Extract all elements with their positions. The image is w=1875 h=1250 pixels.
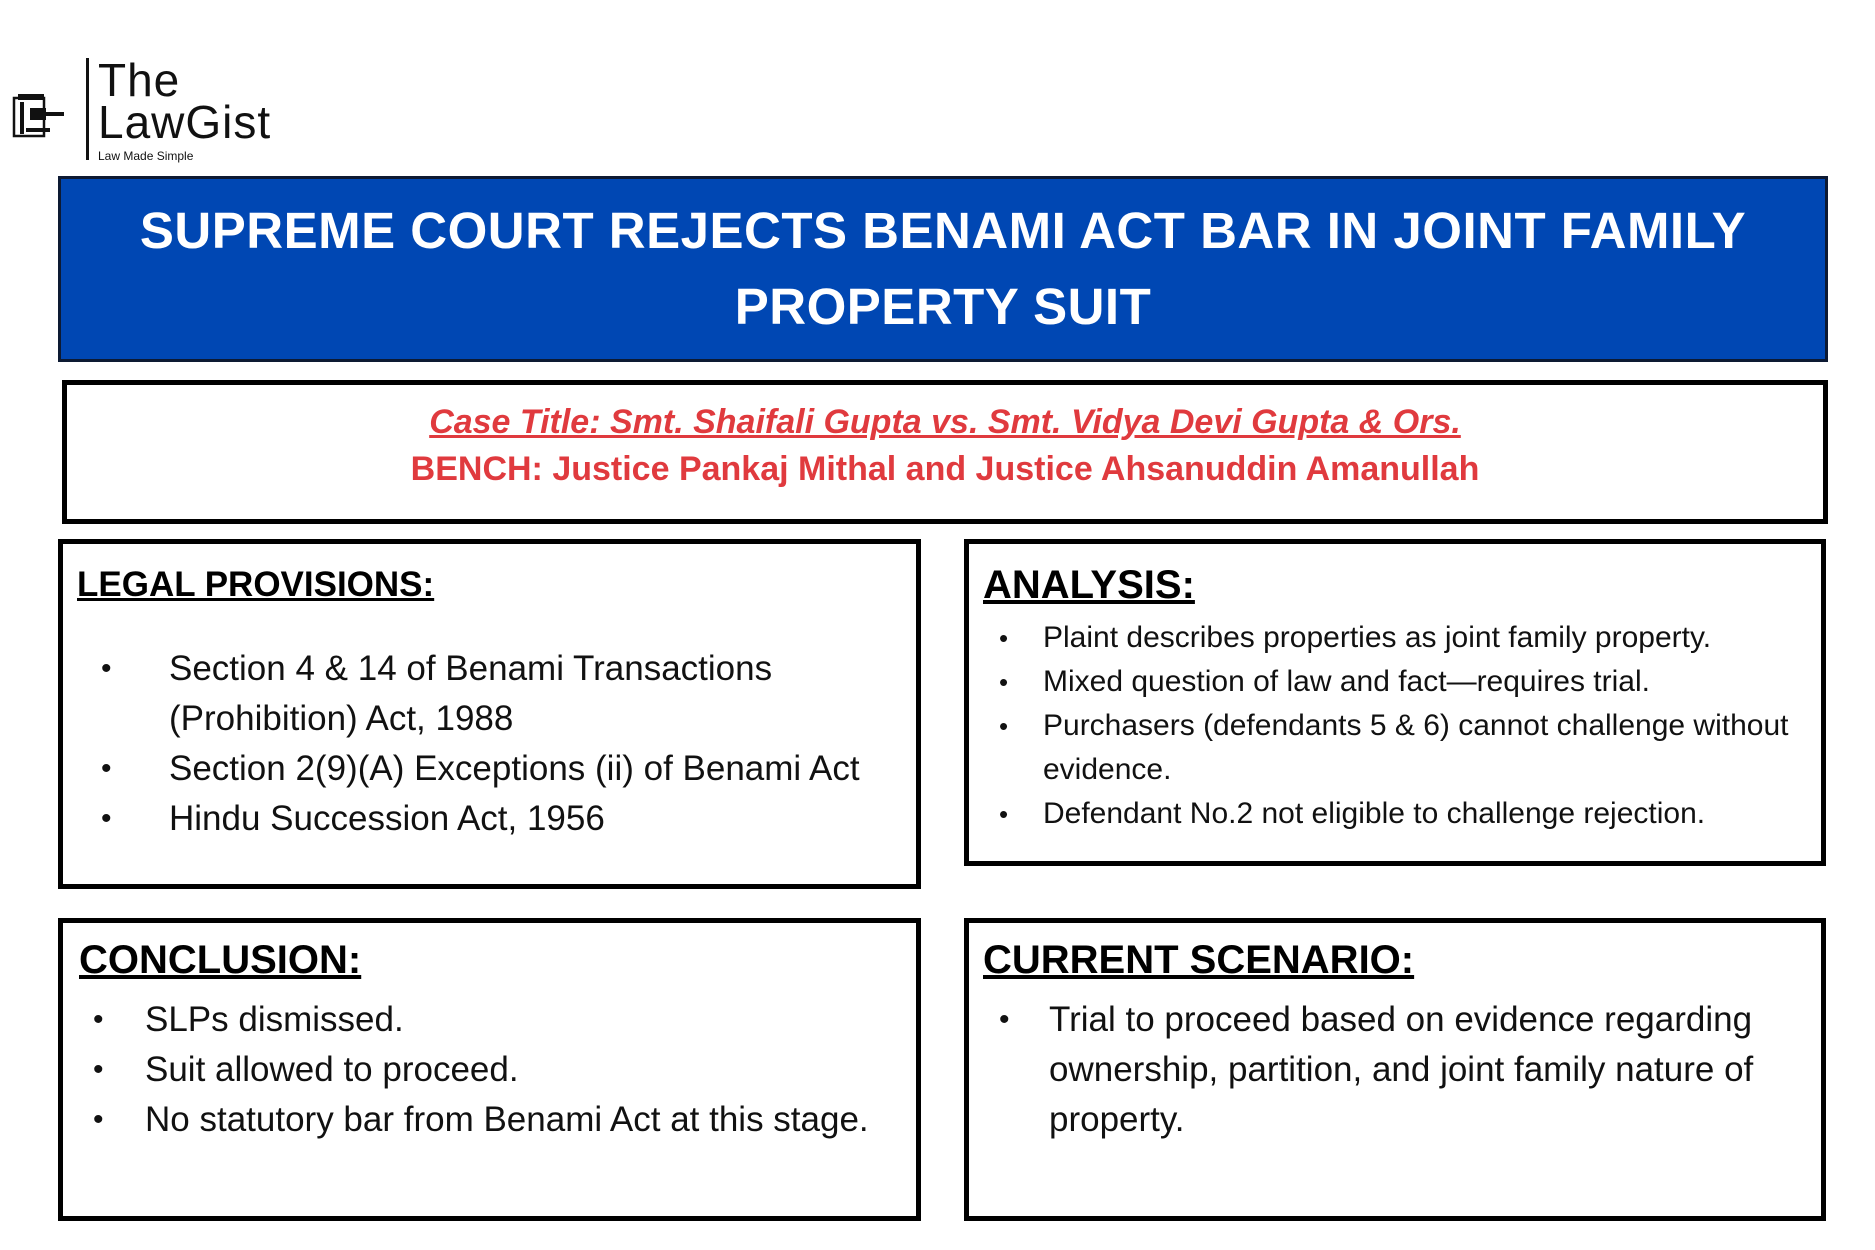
bullet-icon: • xyxy=(93,1103,104,1136)
list-item: • Suit allowed to proceed. xyxy=(63,1045,913,1095)
bullet-icon: • xyxy=(101,752,112,785)
book-gavel-icon xyxy=(12,84,66,138)
brand-logo xyxy=(12,56,282,166)
bullet-icon: • xyxy=(999,799,1009,829)
list-item: • Defendant No.2 not eligible to challenge rejection. xyxy=(969,792,1819,836)
logo-tagline: Law Made Simple xyxy=(98,149,194,163)
bullet-icon: • xyxy=(93,1003,104,1036)
list-item: • Section 2(9)(A) Exceptions (ii) of Benami Act xyxy=(63,744,913,794)
current-scenario-panel xyxy=(964,918,1826,1221)
list-item: • SLPs dismissed. xyxy=(63,995,913,1045)
analysis-heading: ANALYSIS: xyxy=(983,563,1195,607)
analysis-panel xyxy=(964,539,1826,866)
list-item: • Section 4 & 14 of Benami Transactions (Prohibition) Act, 1988 xyxy=(63,644,913,744)
logo-text-lawgist: LawGist xyxy=(98,96,272,148)
current-scenario-heading: CURRENT SCENARIO: xyxy=(983,938,1415,982)
bullet-icon: • xyxy=(999,1003,1010,1036)
list-item: • Purchasers (defendants 5 & 6) cannot challenge without evidence. xyxy=(969,704,1819,792)
list-item: • Hindu Succession Act, 1956 xyxy=(63,794,913,844)
case-title: Case Title: Smt. Shaifali Gupta vs. Smt. Vidya Devi Gupta & Ors. xyxy=(429,403,1461,441)
page-title: SUPREME COURT REJECTS BENAMI ACT BAR IN JOINT FAMILY PROPERTY SUIT xyxy=(139,202,1747,335)
list-item: • Trial to proceed based on evidence regarding ownership, partition, and joint family nature of property. xyxy=(969,995,1819,1145)
list-item: • Mixed question of law and fact—requires trial. xyxy=(969,660,1819,704)
analysis-list xyxy=(969,616,1819,836)
case-info-box xyxy=(62,380,1828,524)
list-item: • No statutory bar from Benami Act at this stage. xyxy=(63,1095,913,1145)
logo-divider xyxy=(86,58,89,160)
bullet-icon: • xyxy=(93,1053,104,1086)
bullet-icon: • xyxy=(999,623,1009,653)
current-scenario-list xyxy=(969,995,1819,1145)
bullet-icon: • xyxy=(999,667,1009,697)
title-banner xyxy=(58,176,1828,362)
legal-provisions-heading: LEGAL PROVISIONS: xyxy=(77,565,435,604)
conclusion-panel xyxy=(58,918,921,1221)
legal-provisions-panel xyxy=(58,539,921,889)
list-item: • Plaint describes properties as joint family property. xyxy=(969,616,1819,660)
bullet-icon: • xyxy=(999,711,1009,741)
bullet-icon: • xyxy=(101,802,112,835)
logo-text-the: The xyxy=(98,54,181,106)
legal-provisions-list xyxy=(93,644,913,844)
conclusion-heading: CONCLUSION: xyxy=(79,938,362,982)
bullet-icon: • xyxy=(101,652,112,685)
case-bench: BENCH: Justice Pankaj Mithal and Justice Ahsanuddin Amanullah xyxy=(410,450,1480,488)
conclusion-list xyxy=(63,995,913,1145)
